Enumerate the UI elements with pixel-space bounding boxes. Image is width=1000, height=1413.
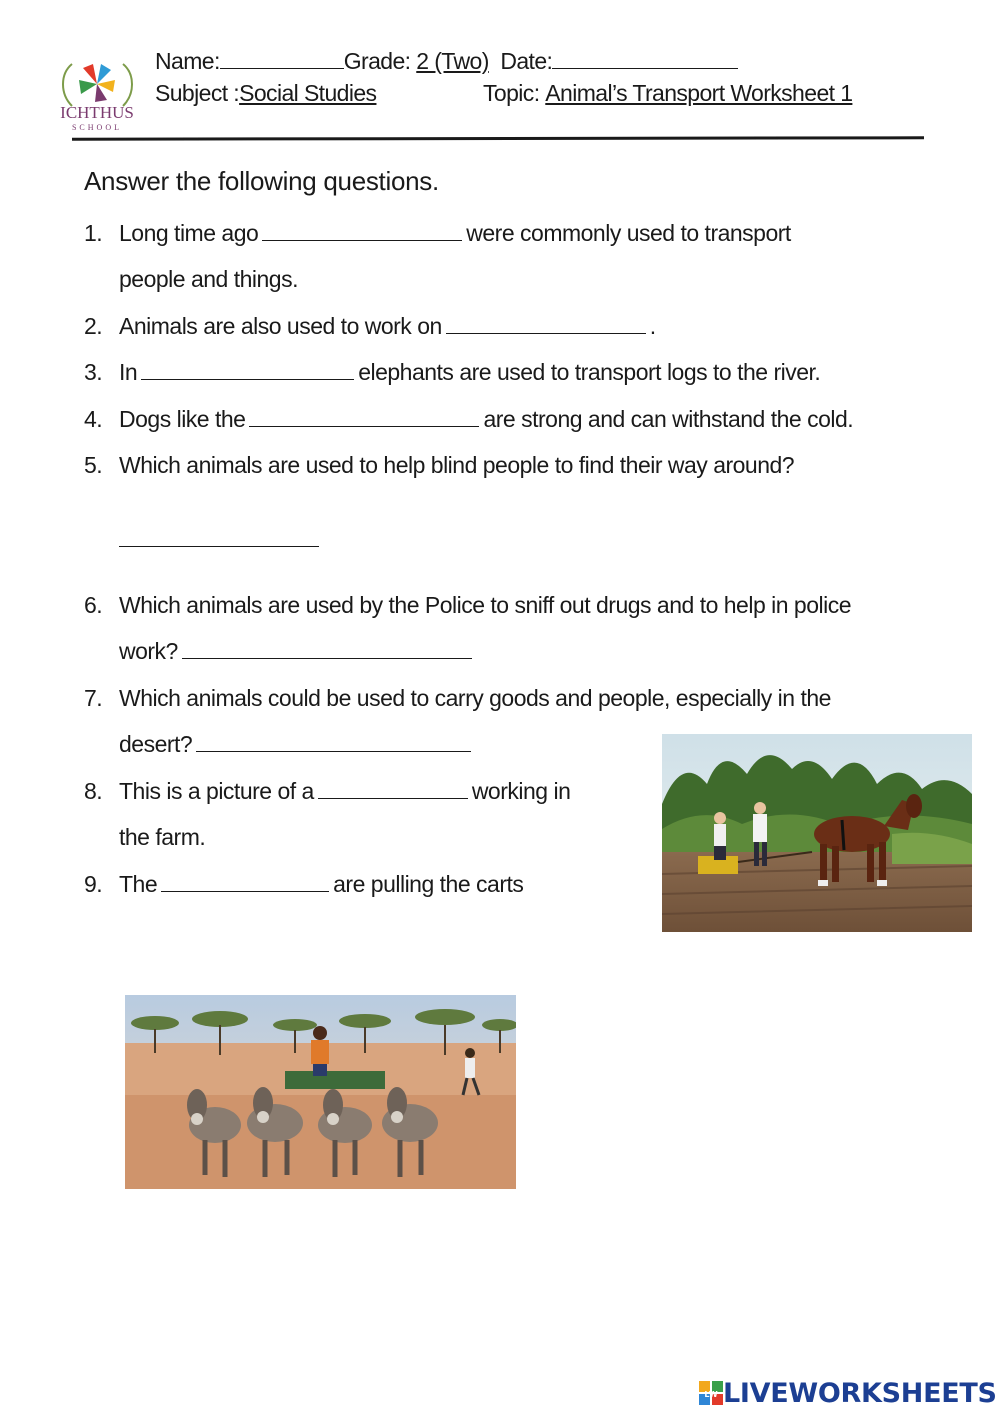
question-number: 3. [84,359,103,385]
question-text: Which animals could be used to carry goods and people, especially in the [119,685,831,711]
question-text: Which animals are used to help blind people to find their way around? [119,452,795,478]
question-number: 6. [84,592,103,618]
question-text [119,311,656,341]
answer-blank-8[interactable] [318,778,468,799]
grade-label: Grade: [343,48,411,74]
header-line-1 [155,48,738,75]
school-name: ICHTHUS [60,103,134,122]
question-text [119,218,791,248]
header-subject [155,80,376,107]
answer-blank-3[interactable] [141,359,354,380]
horse-plowing-photo [662,734,972,932]
answer-blank-1[interactable] [262,220,462,241]
question-number: 5. [84,452,103,478]
liveworksheets-logo [699,1376,997,1410]
question-text-part: The [119,871,158,897]
question-text [119,404,853,434]
question-number: 8. [84,778,103,804]
question-text-part: desert? [119,731,193,757]
subject-value: Social Studies [239,80,377,106]
question-number: 1. [84,220,103,246]
liveworksheets-badge-icon [699,1381,723,1405]
question-text-part: This is a picture of a [119,778,314,804]
brand-badge-text: LW [704,1390,718,1399]
question-text-part: are strong and can withstand the cold. [483,406,854,432]
answer-blank-4[interactable] [249,406,479,427]
question-text-line2 [119,729,475,759]
topic-value: Animal’s Transport Worksheet 1 [545,80,853,106]
question-text-part: are pulling the carts [333,871,524,897]
question-text-part: Animals are also used to work on [119,313,442,339]
question-text-line2: people and things. [119,266,298,292]
question-number: 9. [84,871,103,897]
date-label: Date: [500,48,553,74]
question-text-line2: the farm. [119,824,206,850]
subject-label: Subject : [155,80,240,106]
question-text-part: Dogs like the [119,406,246,432]
grade-value: 2 (Two) [416,48,489,74]
brand-name: LIVEWORKSHEETS [723,1377,997,1409]
question-text: Which animals are used by the Police to sniff out drugs and to help in police [119,592,852,618]
school-crest-icon [50,44,145,136]
question-text-part: work? [119,638,178,664]
answer-blank-9[interactable] [161,871,329,892]
question-number: 7. [84,685,103,711]
answer-blank-7[interactable] [196,731,471,752]
question-text [119,869,523,899]
question-text-part: Long time ago [119,220,259,246]
question-text [119,357,820,387]
question-text-part: were commonly used to transport [466,220,791,246]
question-text-part: elephants are used to transport logs to the river. [358,359,821,385]
question-number: 4. [84,406,103,432]
header-topic [483,80,852,107]
question-text-part: working in [471,778,571,804]
question-text-line2 [119,636,476,666]
instructions-heading: Answer the following questions. [84,166,439,196]
answer-blank-2[interactable] [446,313,646,334]
topic-label: Topic: [483,80,540,106]
header-divider [72,136,924,140]
question-text [119,776,570,806]
answer-blank-6[interactable] [182,638,472,659]
date-blank[interactable] [552,50,738,69]
name-label: Name: [155,48,220,74]
question-text-part: . [649,313,656,339]
question-number: 2. [84,313,103,339]
answer-blank-5[interactable] [119,526,319,547]
question-text-part: In [119,359,138,385]
school-subtitle: SCHOOL [71,123,123,132]
name-blank[interactable] [220,50,344,69]
donkeys-pulling-cart-photo [125,995,516,1189]
school-logo [50,44,145,136]
